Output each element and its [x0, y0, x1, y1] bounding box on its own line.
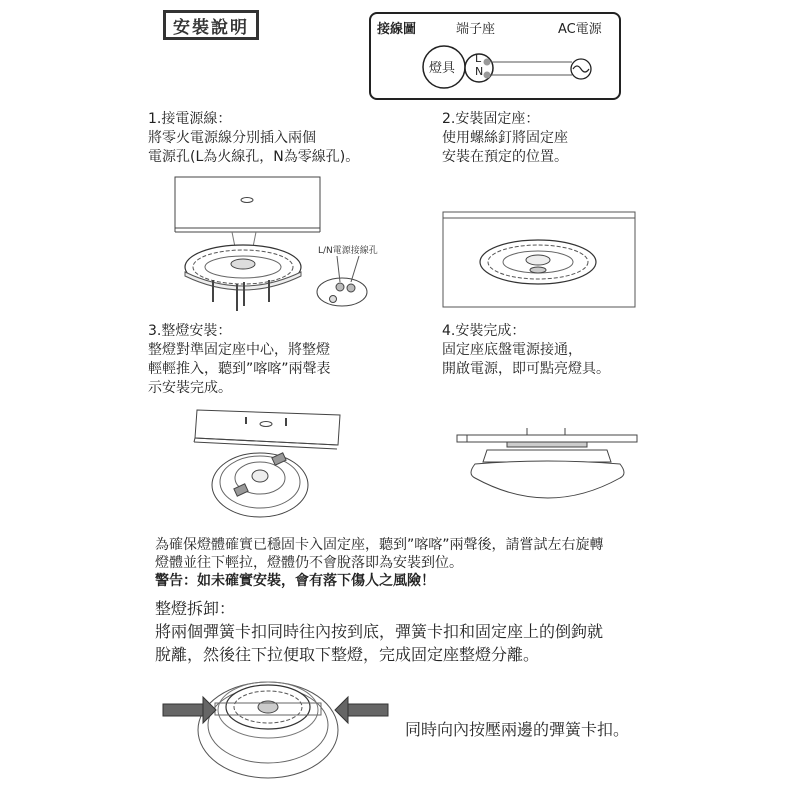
step-line: 電源孔(L為火線孔，N為零線孔)。 [148, 149, 360, 165]
step-heading: 3.整燈安裝： [148, 323, 232, 339]
step-3 [148, 322, 331, 398]
note-line: 燈體並往下輕拉，燈體仍不會脫落即為安裝到位。 [155, 555, 463, 571]
ln-hole-label: L/N電源接線孔 [318, 246, 378, 256]
note-line: 為確保燈體確實已穩固卡入固定座，聽到”喀喀”兩聲後，請嘗試左右旋轉 [155, 537, 604, 553]
step-line: 示安裝完成。 [148, 380, 232, 396]
step-line: 輕輕推入，聽到”喀喀”兩聲表 [148, 361, 331, 377]
figure-wiring-install [140, 172, 400, 312]
terminal-label: 端子座 [456, 22, 496, 37]
figure-lamp-attach [140, 400, 370, 520]
removal-line: 將兩個彈簧卡扣同時往內按到底，彈簧卡扣和固定座上的倒鉤就 [155, 622, 604, 641]
step-line: 安裝在預定的位置。 [442, 149, 568, 165]
step-line: 使用螺絲釘將固定座 [442, 130, 568, 146]
step-4 [442, 322, 610, 379]
wiring-schematic [369, 12, 621, 100]
figure-removal [158, 675, 398, 790]
step-line: 整燈對準固定座中心，將整燈 [148, 342, 330, 358]
step-heading: 1.接電源線： [148, 111, 232, 127]
wiring-diagram [369, 12, 621, 100]
wiring-heading: 接線圖 [377, 22, 417, 37]
install-note [155, 536, 604, 590]
right-arrow-icon [335, 697, 388, 723]
terminal-l: L [475, 52, 482, 65]
step-1 [148, 110, 359, 167]
removal-heading: 整燈拆卸： [155, 599, 236, 618]
step-line: 將零火電源線分別插入兩個 [148, 130, 316, 146]
removal-caption: 同時向內按壓兩邊的彈簧卡扣。 [405, 720, 630, 739]
step-2 [442, 110, 568, 167]
figure-mount-installed [420, 190, 650, 310]
lamp-label: 燈具 [429, 61, 456, 76]
ac-power-label: AC電源 [558, 22, 602, 37]
step-heading: 4.安裝完成： [442, 323, 526, 339]
figure-lamp-installed [440, 420, 650, 510]
removal-line: 脫離，然後往下拉便取下整燈，完成固定座整燈分離。 [155, 645, 540, 664]
step-heading: 2.安裝固定座： [442, 111, 540, 127]
terminal-n: N [475, 65, 484, 78]
step-line: 固定座底盤電源接通， [442, 342, 582, 358]
step-line: 開啟電源，即可點亮燈具。 [442, 361, 610, 377]
removal-section [155, 597, 603, 666]
warning-text: 警告：如未確實安裝，會有落下傷人之風險！ [155, 573, 435, 589]
page-title: 安裝說明 [163, 10, 259, 40]
